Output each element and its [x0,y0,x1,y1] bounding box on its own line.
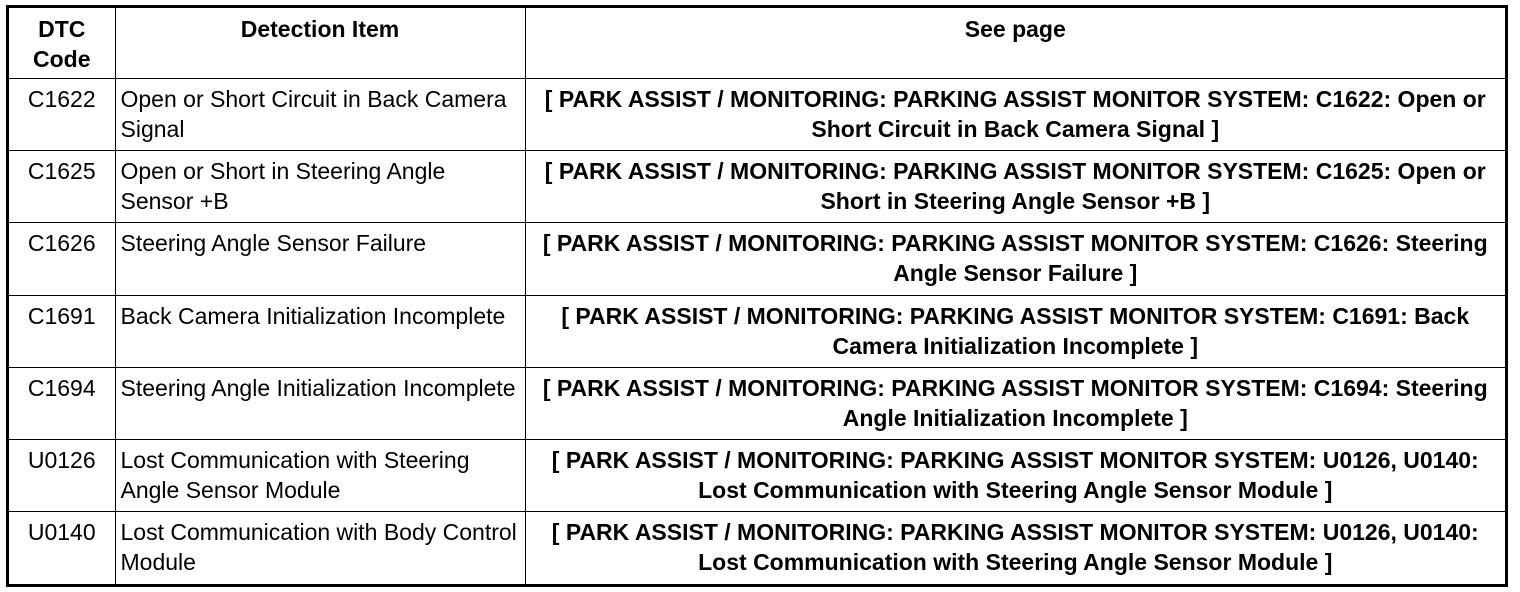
detection-item-cell: Back Camera Initialization Incomplete [115,295,525,367]
table-row [9,512,1505,584]
see-page-link[interactable]: [ PARK ASSIST / MONITORING: PARKING ASSIST MONITOR SYSTEM: C1691: Back Camera Initialization Incomplete ] [525,295,1505,367]
header-detection-item: Detection Item [115,8,525,79]
table-row [9,79,1505,151]
dtc-code-cell: U0126 [9,440,115,512]
dtc-code-cell: U0140 [9,512,115,584]
see-page-link[interactable]: [ PARK ASSIST / MONITORING: PARKING ASSIST MONITOR SYSTEM: C1694: Steering Angle Initialization Incomplete ] [525,367,1505,439]
see-page-link[interactable]: [ PARK ASSIST / MONITORING: PARKING ASSIST MONITOR SYSTEM: C1625: Open or Short in Steering Angle Sensor +B ] [525,151,1505,223]
detection-item-cell: Steering Angle Initialization Incomplete [115,367,525,439]
detection-item-cell: Lost Communication with Body Control Module [115,512,525,584]
table-row [9,151,1505,223]
table-row [9,223,1505,295]
dtc-code-cell: C1694 [9,367,115,439]
see-page-link[interactable]: [ PARK ASSIST / MONITORING: PARKING ASSIST MONITOR SYSTEM: C1622: Open or Short Circuit in Back Camera Signal ] [525,79,1505,151]
dtc-code-cell: C1622 [9,79,115,151]
detection-item-cell: Lost Communication with Steering Angle Sensor Module [115,440,525,512]
table-row [9,440,1505,512]
detection-item-cell: Open or Short Circuit in Back Camera Signal [115,79,525,151]
table-row [9,367,1505,439]
see-page-link[interactable]: [ PARK ASSIST / MONITORING: PARKING ASSIST MONITOR SYSTEM: C1626: Steering Angle Sensor Failure ] [525,223,1505,295]
dtc-code-cell: C1625 [9,151,115,223]
detection-item-cell: Steering Angle Sensor Failure [115,223,525,295]
header-see-page: See page [525,8,1505,79]
dtc-code-cell: C1691 [9,295,115,367]
dtc-table-frame [6,5,1508,587]
header-dtc-code-line1: DTC [38,16,86,42]
header-dtc-code [9,8,115,79]
dtc-table [9,8,1505,584]
see-page-link[interactable]: [ PARK ASSIST / MONITORING: PARKING ASSIST MONITOR SYSTEM: U0126, U0140: Lost Communication with Steering Angle Sensor Module ] [525,512,1505,584]
header-dtc-code-line2: Code [33,46,91,72]
table-header-row [9,8,1505,79]
see-page-link[interactable]: [ PARK ASSIST / MONITORING: PARKING ASSIST MONITOR SYSTEM: U0126, U0140: Lost Communication with Steering Angle Sensor Module ] [525,440,1505,512]
dtc-code-cell: C1626 [9,223,115,295]
detection-item-cell: Open or Short in Steering Angle Sensor +B [115,151,525,223]
table-row [9,295,1505,367]
